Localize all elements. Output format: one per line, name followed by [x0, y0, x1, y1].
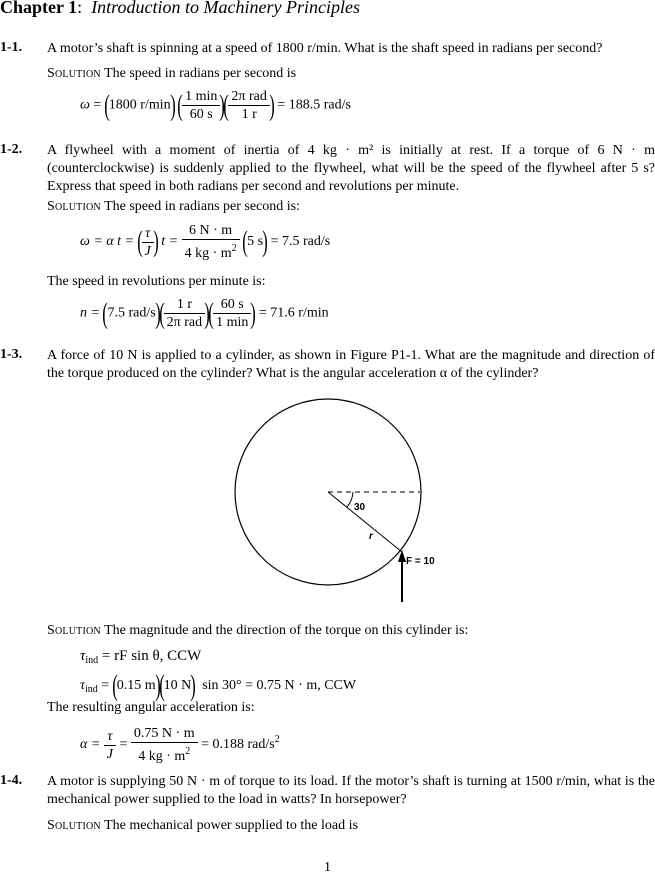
solution-1-3: [47, 623, 468, 639]
fraction: $\frac{0.75 N \cdot m}{4 kg \cdot m^2}$: [131, 725, 198, 765]
accel-intro-text: The resulting angular acceleration is:: [47, 700, 255, 715]
equation-1-3b: $\tau_{ind} = (0.15$ m)(10 N) sin 30° = 0.75 N · m, CCW: [80, 669, 357, 702]
eq-lhs: ω = α t =: [80, 234, 135, 250]
fraction: $\frac{\text{2π rad}}{1 r}$: [228, 88, 269, 123]
problem-number-1-1: 1-1.: [0, 40, 23, 55]
eq-lhs: n =: [80, 305, 100, 321]
eq-value: 7.5 rad/s: [107, 305, 156, 321]
eq-value: 1800 r/min: [108, 97, 171, 113]
equation-1-3a: $\tau_{ind}$ = rF sin θ, CCW: [80, 648, 202, 666]
problem-number-1-3: 1-3.: [0, 347, 23, 362]
fraction: $\frac{60 s}{1 \min}$: [213, 296, 251, 331]
fraction: $\frac{1 \min}{60 s}$: [182, 88, 220, 123]
problem-text-1-2: A flywheel with a moment of inertia of 4 kg · m² is initially at rest. If a torque of 6 N · m (counterclockwise) is suddenly applied to the flywheel, what will be the speed of the flywheel after 5 s? Express that speed in both radians per second and revolutions per minute.: [47, 143, 655, 194]
chapter-title: [0, 0, 360, 18]
eq-result: = 0.188 rad/s: [201, 737, 275, 753]
cylinder-figure: [230, 392, 435, 607]
problem-text-1-4: A motor is supplying 50 N · m of torque to its load. If the motor’s shaft is turning at 1500 r/min, what is the mechanical power supplied to the load in watts? In horsepower?: [47, 774, 655, 807]
solution-label: Solution: [47, 818, 101, 833]
solution-text: The speed in radians per second is: [104, 66, 297, 81]
eq-result: = 71.6 r/min: [258, 305, 329, 321]
solution-label: Solution: [47, 66, 101, 81]
eq-rhs: sin 30° = 0.75 N · m, CCW: [202, 678, 357, 694]
solution-text: The speed in radians per second is:: [104, 199, 301, 214]
chapter-name: Introduction to Machinery Principles: [91, 0, 360, 17]
eq-t: t =: [161, 234, 179, 250]
chapter-colon: :: [77, 0, 83, 17]
radius-line: [328, 492, 402, 552]
eq-result: = 7.5 rad/s: [270, 234, 331, 250]
problem-text-1-1: A motor’s shaft is spinning at a speed of 1800 r/min. What is the shaft speed in radians per second?: [47, 41, 603, 56]
eq-result: = 188.5 rad/s: [277, 97, 351, 113]
eq-rhs: = rF sin θ, CCW: [101, 648, 202, 664]
angle-label: 30: [354, 502, 366, 513]
solution-1-4: [47, 818, 358, 834]
eq-symbol: ω: [80, 97, 90, 113]
eq-force: 10 N: [163, 678, 192, 694]
solution-label: Solution: [47, 623, 101, 638]
eq-time: 5 s: [247, 234, 264, 250]
eq-lhs: α =: [80, 737, 101, 753]
equation-1-1: ω = (1800 r/min) ( $\frac{1 \min}{60 s}$ )( $\frac{\text{2π rad}}{1 r}$ ) = 188.5 rad/s: [80, 88, 351, 122]
solution-label: Solution: [47, 199, 101, 214]
equation-1-2: ω = α t = ( $\frac{\tau}{J}$ ) t = $\frac{6 N \cdot m}{4 kg \cdot m^2}$ (5 s) = 7.5 rad/s: [80, 223, 331, 261]
equation-1-3c: α = $\frac{\tau}{J}$ = $\frac{0.75 N \cdot m}{4 kg \cdot m^2}$ = 0.188 rad/$s^2$: [80, 726, 280, 764]
page-number: 1: [324, 860, 331, 875]
angle-arc: [347, 492, 353, 507]
force-label: F = 10: [406, 556, 435, 567]
rpm-intro-text: The speed in revolutions per minute is:: [47, 274, 266, 289]
fraction: $\frac{\tau}{J}$: [142, 225, 154, 260]
equation-1-2b: n = (7.5 rad/s)( $\frac{1 r}{\text{2π rad}}$ )( $\frac{60 s}{1 \min}$ ) = 71.6 r/min: [80, 296, 329, 330]
solution-1-2: [47, 199, 300, 215]
eq-radius: 0.15 m: [116, 678, 156, 694]
radius-label: r: [369, 531, 373, 542]
problem-number-1-2: 1-2.: [0, 142, 23, 157]
fraction: $\frac{6 N \cdot m}{4 kg \cdot m^2}$: [182, 222, 240, 262]
problem-text-1-3: A force of 10 N is applied to a cylinder, as shown in Figure P1-1. What are the magnitude and direction of the torque produced on the cylinder? What is the angular acceleration α of the cylinder?: [47, 348, 655, 381]
fraction: $\frac{1 r}{\text{2π rad}}$: [164, 296, 205, 331]
solution-text: The magnitude and the direction of the torque on this cylinder is:: [104, 623, 469, 638]
problem-number-1-4: 1-4.: [0, 773, 23, 788]
solution-text: The mechanical power supplied to the load is: [104, 818, 358, 833]
solution-1-1: [47, 66, 296, 82]
chapter-label: Chapter 1: [0, 0, 78, 17]
fraction: $\frac{\tau}{J}$: [104, 728, 116, 763]
